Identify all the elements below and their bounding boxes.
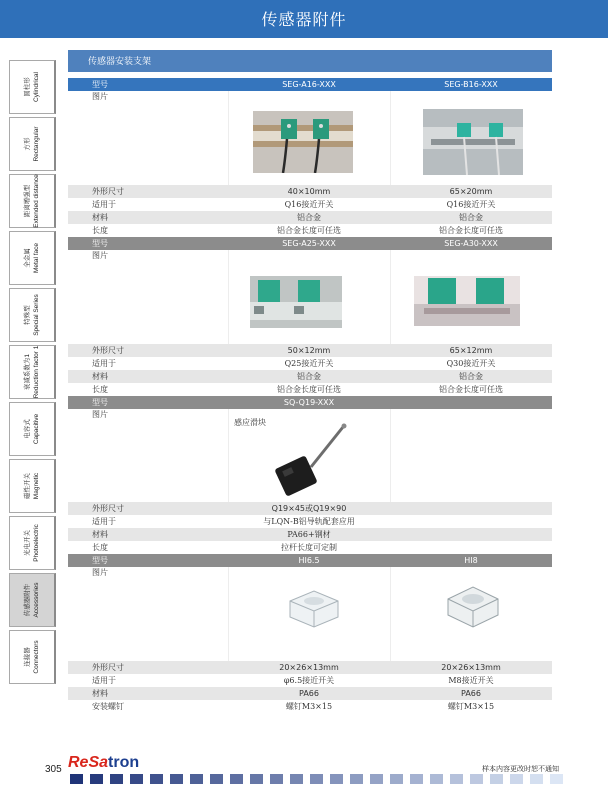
length-value: 拉杆长度可定制 bbox=[281, 543, 337, 552]
sidebar-tab-en-label: Capacitive bbox=[33, 413, 40, 445]
material-label: 材料 bbox=[92, 213, 108, 222]
material-row bbox=[68, 211, 552, 224]
model-value: SEG-A16-XXX bbox=[282, 80, 336, 89]
applies-label: 适用于 bbox=[92, 359, 116, 368]
sidebar-tab-cn-label: 衰减系数为1 bbox=[24, 353, 31, 391]
picture-row bbox=[68, 91, 552, 185]
dimensions-label: 外形尺寸 bbox=[92, 187, 124, 196]
sidebar-tab-special-series[interactable] bbox=[9, 288, 56, 342]
sidebar-tab-en-label: Cylindrical bbox=[33, 72, 40, 102]
picture-row bbox=[68, 567, 552, 661]
sidebar-tab-metal-face[interactable] bbox=[9, 231, 56, 285]
sidebar-tab-reduction-factor[interactable] bbox=[9, 345, 56, 399]
material-row bbox=[68, 528, 552, 541]
footer-square bbox=[90, 774, 103, 784]
brand-logo-b: tron bbox=[108, 754, 140, 771]
footer-square bbox=[550, 774, 563, 784]
sidebar-tab-photoelectric[interactable] bbox=[9, 516, 56, 570]
length-value: 铝合金长度可任选 bbox=[439, 226, 503, 235]
sidebar-tab-magnetic[interactable] bbox=[9, 459, 56, 513]
material-row bbox=[68, 687, 552, 700]
applies-value: Q30接近开关 bbox=[446, 359, 496, 368]
footer-square bbox=[150, 774, 163, 784]
holder-photo bbox=[442, 581, 504, 631]
applies-value: Q16接近开关 bbox=[284, 200, 334, 209]
dimensions-label: 外形尺寸 bbox=[92, 504, 124, 513]
picture-label: 图片 bbox=[92, 92, 108, 101]
dimensions-value: 50×12mm bbox=[287, 346, 331, 355]
footer-square bbox=[390, 774, 403, 784]
applies-value: Q16接近开关 bbox=[446, 200, 496, 209]
sidebar-tab-capacitive[interactable] bbox=[9, 402, 56, 456]
length-row bbox=[68, 541, 552, 554]
screw-row bbox=[68, 700, 552, 713]
picture-label: 图片 bbox=[92, 568, 108, 577]
applies-value: M8接近开关 bbox=[448, 676, 494, 685]
screw-label: 安装螺钉 bbox=[92, 702, 124, 711]
sidebar-tab-cn-label: 磁性开关 bbox=[24, 473, 31, 499]
length-row bbox=[68, 224, 552, 237]
sidebar-tab-en-label: Photoelectric bbox=[33, 524, 40, 562]
bracket-photo bbox=[250, 276, 342, 328]
dimensions-value: 40×10mm bbox=[287, 187, 331, 196]
sidebar-tab-cn-label: 圆柱形 bbox=[24, 77, 31, 97]
picture-row bbox=[68, 409, 552, 502]
footer-square bbox=[530, 774, 543, 784]
sidebar-tab-accessories[interactable] bbox=[9, 573, 56, 627]
model-value: SEG-A30-XXX bbox=[444, 239, 498, 248]
footer-square bbox=[130, 774, 143, 784]
footer-note: 样本内容更改时恕不通知 bbox=[482, 765, 559, 773]
sidebar-tab-en-label: Special Series bbox=[33, 294, 40, 336]
sidebar-tab-en-label: Accessories bbox=[33, 582, 40, 618]
model-label: 型号 bbox=[92, 556, 108, 565]
footer-square bbox=[110, 774, 123, 784]
material-value: 铝合金 bbox=[459, 213, 483, 222]
sidebar-tab-cn-label: 光电开关 bbox=[24, 530, 31, 557]
brand-logo-a: ReSa bbox=[68, 754, 109, 771]
footer-square bbox=[450, 774, 463, 784]
holder-photo bbox=[284, 585, 344, 631]
sidebar-tab-en-label: Reduction factor 1 bbox=[33, 345, 40, 399]
product-table bbox=[68, 46, 552, 713]
length-label: 长度 bbox=[92, 543, 108, 552]
sidebar-tab-connectors[interactable] bbox=[9, 630, 56, 684]
footer-square bbox=[230, 774, 243, 784]
sidebar-tab-en-label: Extended distance bbox=[33, 174, 40, 228]
sidebar-tab-cn-label: 传感器附件 bbox=[24, 583, 31, 617]
footer-square bbox=[270, 774, 283, 784]
sidebar-tab-cn-label: 电容式 bbox=[24, 419, 31, 439]
sidebar-tab-cn-label: 特殊型 bbox=[24, 305, 31, 325]
model-value: HI6.5 bbox=[298, 556, 320, 565]
bracket-photo bbox=[253, 111, 353, 173]
bracket-photo bbox=[423, 109, 523, 175]
dimensions-row bbox=[68, 502, 552, 515]
material-value: PA66 bbox=[461, 689, 481, 698]
material-label: 材料 bbox=[92, 372, 108, 381]
sidebar-tab-en-label: Connectors bbox=[33, 640, 40, 674]
footer-square bbox=[510, 774, 523, 784]
material-value: PA66 bbox=[299, 689, 319, 698]
model-row bbox=[68, 237, 552, 250]
footer-square bbox=[170, 774, 183, 784]
model-value: SQ-Q19-XXX bbox=[283, 398, 335, 407]
applies-row bbox=[68, 515, 552, 528]
dimensions-row bbox=[68, 344, 552, 357]
applies-row bbox=[68, 198, 552, 211]
sidebar-tab-cn-label: 连接器 bbox=[24, 647, 31, 667]
sidebar-tab-en-label: Rectangular bbox=[33, 126, 40, 162]
dimensions-value: Q19×45或Q19×90 bbox=[271, 504, 347, 513]
model-value: HI8 bbox=[464, 556, 478, 565]
footer-square bbox=[430, 774, 443, 784]
dimensions-row bbox=[68, 185, 552, 198]
brand-logo bbox=[68, 752, 139, 772]
page-header bbox=[0, 0, 608, 38]
footer-square bbox=[290, 774, 303, 784]
length-label: 长度 bbox=[92, 226, 108, 235]
length-value: 铝合金长度可任选 bbox=[277, 385, 341, 394]
sidebar-tab-cn-label: 距离增强型 bbox=[24, 184, 31, 218]
footer-square bbox=[470, 774, 483, 784]
model-label: 型号 bbox=[92, 398, 108, 407]
picture-caption: 感应滑块 bbox=[234, 418, 266, 427]
model-label: 型号 bbox=[92, 80, 108, 89]
material-value: PA66+钢材 bbox=[287, 530, 331, 539]
model-value: SEG-A25-XXX bbox=[282, 239, 336, 248]
applies-label: 适用于 bbox=[92, 676, 116, 685]
length-value: 铝合金长度可任选 bbox=[277, 226, 341, 235]
footer-square bbox=[310, 774, 323, 784]
picture-label: 图片 bbox=[92, 251, 108, 260]
dimensions-value: 65×20mm bbox=[449, 187, 493, 196]
page-title: 传感器附件 bbox=[261, 10, 347, 29]
applies-value: Q25接近开关 bbox=[284, 359, 334, 368]
picture-row bbox=[68, 250, 552, 344]
page-number: 305 bbox=[45, 764, 62, 775]
model-row bbox=[68, 396, 552, 409]
footer-square bbox=[190, 774, 203, 784]
footer-square bbox=[70, 774, 83, 784]
dimensions-label: 外形尺寸 bbox=[92, 346, 124, 355]
screw-value: 螺钉M3×15 bbox=[447, 702, 495, 711]
category-sidebar bbox=[9, 60, 56, 687]
dimensions-value: 65×12mm bbox=[449, 346, 493, 355]
footer-square bbox=[490, 774, 503, 784]
dimensions-value: 20×26×13mm bbox=[441, 663, 501, 672]
bracket-photo bbox=[414, 276, 520, 326]
dimensions-label: 外形尺寸 bbox=[92, 663, 124, 672]
applies-row bbox=[68, 357, 552, 370]
model-row bbox=[68, 554, 552, 567]
model-row bbox=[68, 78, 552, 91]
applies-value: 与LQN-B铝导轨配套应用 bbox=[263, 517, 355, 526]
sidebar-tab-en-label: Metal face bbox=[33, 243, 40, 273]
sidebar-tab-cn-label: 全金属 bbox=[24, 248, 31, 268]
material-row bbox=[68, 370, 552, 383]
slider-photo bbox=[273, 423, 353, 499]
applies-value: φ6.5接近开关 bbox=[283, 676, 335, 685]
material-value: 铝合金 bbox=[297, 372, 321, 381]
footer-square bbox=[370, 774, 383, 784]
sidebar-tab-cylindrical[interactable] bbox=[9, 60, 56, 114]
model-value: SEG-B16-XXX bbox=[444, 80, 498, 89]
screw-value: 螺钉M3×15 bbox=[285, 702, 333, 711]
applies-label: 适用于 bbox=[92, 200, 116, 209]
length-value: 铝合金长度可任选 bbox=[439, 385, 503, 394]
footer-square bbox=[250, 774, 263, 784]
dimensions-row bbox=[68, 661, 552, 674]
dimensions-value: 20×26×13mm bbox=[279, 663, 339, 672]
applies-row bbox=[68, 674, 552, 687]
sidebar-tab-en-label: Magnetic bbox=[33, 472, 40, 500]
applies-label: 适用于 bbox=[92, 517, 116, 526]
model-label: 型号 bbox=[92, 239, 108, 248]
footer-square bbox=[210, 774, 223, 784]
material-value: 铝合金 bbox=[459, 372, 483, 381]
section-title: 传感器安装支架 bbox=[68, 50, 552, 72]
picture-label: 图片 bbox=[92, 410, 108, 419]
sidebar-tab-rectangular[interactable] bbox=[9, 117, 56, 171]
sidebar-tab-extended-distance[interactable] bbox=[9, 174, 56, 228]
footer-square bbox=[330, 774, 343, 784]
material-label: 材料 bbox=[92, 689, 108, 698]
material-value: 铝合金 bbox=[297, 213, 321, 222]
sidebar-tab-cn-label: 方形 bbox=[24, 137, 31, 151]
footer-square bbox=[410, 774, 423, 784]
length-row bbox=[68, 383, 552, 396]
length-label: 长度 bbox=[92, 385, 108, 394]
material-label: 材料 bbox=[92, 530, 108, 539]
footer-square bbox=[350, 774, 363, 784]
